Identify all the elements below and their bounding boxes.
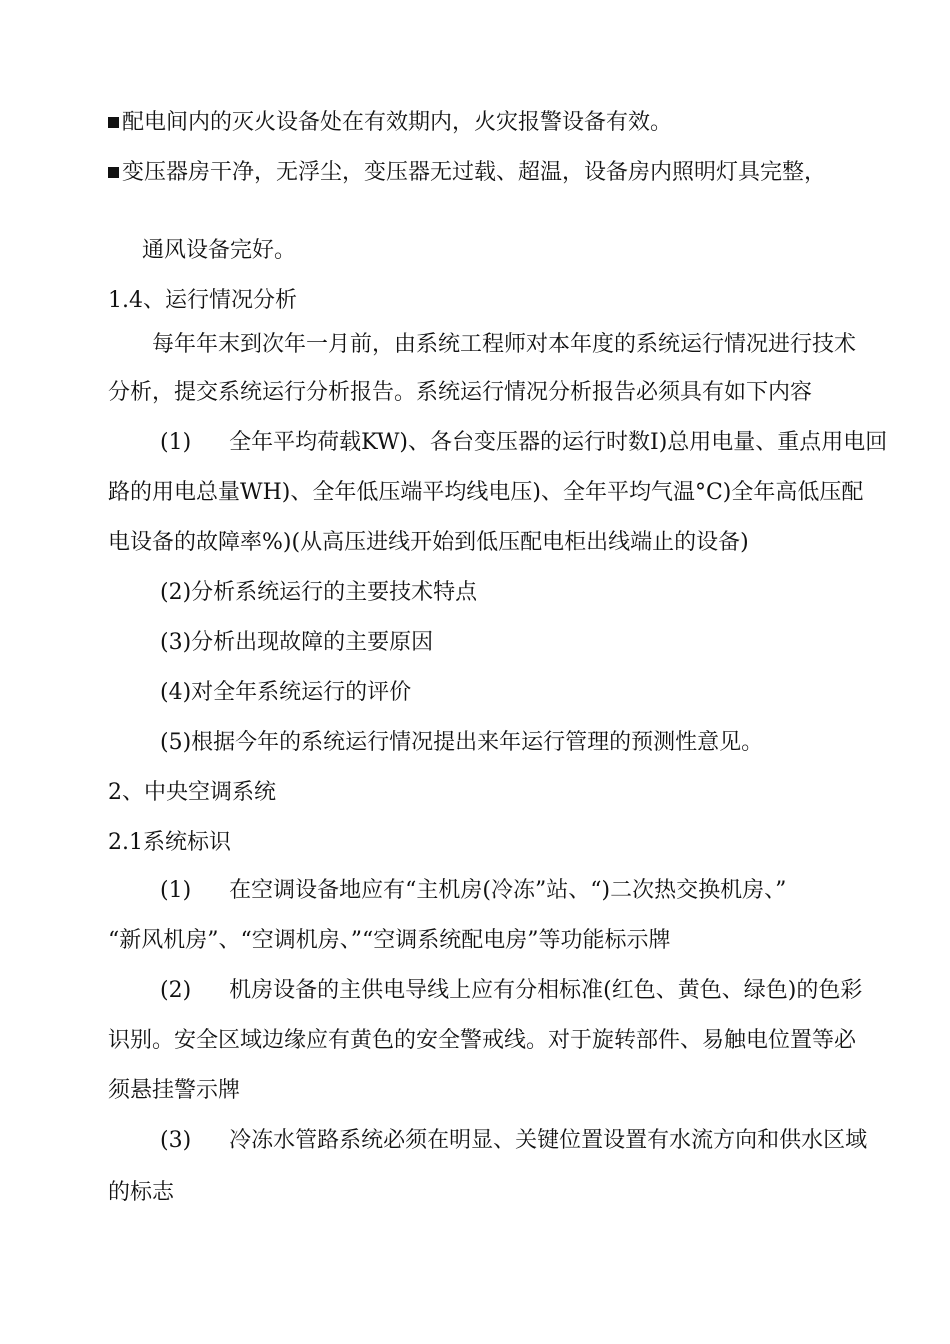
section-heading-2: 2、中央空调系统 [108, 780, 276, 805]
bullet-text: 配电间内的灭火设备处在有效期内，火灾报警设备有效。 [122, 110, 673, 135]
list-item-5: (5)根据今年的系统运行情况提出来年运行管理的预测性意见。 [160, 730, 764, 755]
paragraph-line: 须悬挂警示牌 [108, 1078, 241, 1103]
item-number: (3) [160, 1128, 192, 1153]
item-number: (2) [160, 978, 192, 1003]
sign-item-3 [160, 1126, 867, 1156]
paragraph-line: “新风机房”、“空调机房、”“空调系统配电房”等功能标示牌 [108, 928, 671, 953]
list-item-2: (2)分析系统运行的主要技术特点 [160, 580, 478, 605]
item-number: (1) [160, 878, 192, 903]
list-item-1 [160, 428, 887, 458]
bullet-continuation: 通风设备完好。 [142, 238, 297, 263]
paragraph-line: 路的用电总量WH)、全年低压端平均线电压)、全年平均气温°C)全年高低压配 [108, 480, 864, 505]
bullet-line-transformer-room [108, 158, 826, 188]
item-number: (1) [160, 430, 192, 455]
item-text: 机房设备的主供电导线上应有分相标准(红色、黄色、绿色)的色彩 [229, 978, 863, 1003]
bullet-line-fire-equipment [108, 108, 672, 138]
item-text: 全年平均荷载KW)、各台变压器的运行时数I)总用电量、重点用电回 [229, 430, 888, 455]
bullet-text: 变压器房干净，无浮尘，变压器无过载、超温，设备房内照明灯具完整， [122, 160, 827, 185]
sign-item-1 [160, 876, 786, 906]
section-heading-2-1: 2.1系统标识 [108, 830, 231, 855]
list-item-3: (3)分析出现故障的主要原因 [160, 630, 434, 655]
section-heading-1-4: 1.4、运行情况分析 [108, 288, 297, 313]
item-text: 冷冻水管路系统必须在明显、关键位置设置有水流方向和供水区域 [229, 1128, 868, 1153]
paragraph-line: 分析，提交系统运行分析报告。系统运行情况分析报告必须具有如下内容 [108, 380, 813, 405]
paragraph-line: 的标志 [108, 1180, 175, 1205]
paragraph-line: 每年年末到次年一月前，由系统工程师对本年度的系统运行情况进行技术 [152, 332, 857, 357]
square-bullet-icon [108, 167, 119, 178]
square-bullet-icon [108, 117, 119, 128]
sign-item-2 [160, 976, 862, 1006]
paragraph-line: 识别。安全区域边缘应有黄色的安全警戒线。对于旋转部件、易触电位置等必 [108, 1028, 857, 1053]
list-item-4: (4)对全年系统运行的评价 [160, 680, 412, 705]
item-text: 在空调设备地应有“主机房(冷冻”站、“)二次热交换机房、” [229, 878, 787, 903]
paragraph-line: 电设备的故障率%)(从高压进线开始到低压配电柜出线端止的设备) [108, 530, 749, 555]
